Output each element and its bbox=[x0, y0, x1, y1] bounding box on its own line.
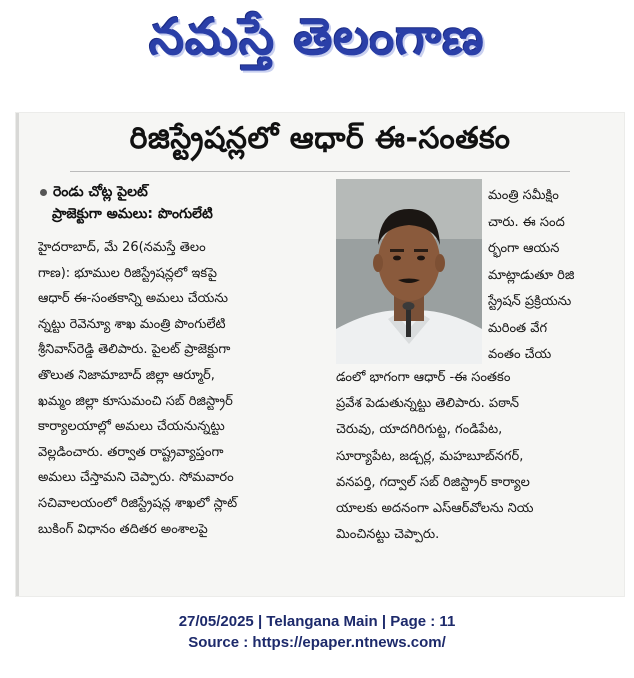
body-line: స్ట్రేషన్ ప్రక్రియను bbox=[488, 294, 572, 309]
body-line: తొలుత నిజామాబాద్ జిల్లా ఆర్మూర్, bbox=[38, 367, 215, 383]
body-line: వనపర్తి, గద్వాల్ సబ్ రిజిస్ట్రార్ కార్యాల bbox=[336, 474, 530, 490]
article-column-right-bottom bbox=[336, 365, 618, 548]
body-line: న్నట్టు రెవెన్యూ శాఖ మంత్రి పొంగులేటి bbox=[38, 316, 226, 332]
minister-portrait-image bbox=[336, 179, 482, 364]
article-column-right-top bbox=[488, 183, 616, 369]
newspaper-logo: నమస్తే తెలంగాణ bbox=[149, 8, 485, 66]
subhead-line-1: రెండు చోట్ల పైలట్ bbox=[53, 184, 148, 200]
body-line: మించినట్టు చెప్పారు. bbox=[336, 527, 440, 543]
clip-edge bbox=[16, 113, 19, 596]
body-line: మంత్రి సమీక్షిం bbox=[488, 188, 559, 203]
body-line: సచివాలయంలో రిజిస్ట్రేషన్ల శాఖలో స్లాట్ bbox=[38, 495, 238, 511]
masthead bbox=[0, 0, 634, 96]
headline-divider bbox=[70, 171, 570, 172]
body-line: మరింత వేగ bbox=[488, 320, 548, 336]
body-line: బుకింగ్ విధానం తదితర అంశాలపై bbox=[38, 521, 208, 537]
body-line: వెల్లడించారు. తర్వాత రాష్ట్రవ్యాప్తంగా bbox=[38, 444, 224, 460]
portrait-photo-icon bbox=[336, 179, 482, 364]
body-line: సూర్యాపేట, జడ్చర్ల, మహబూబ్‌నగర్, bbox=[336, 448, 524, 464]
body-line: వంతం చేయ bbox=[488, 347, 552, 362]
body-line: యాలకు అదనంగా ఎస్‌ఆర్‌వోలను నియ bbox=[336, 501, 534, 517]
body-line: శ్రీనివాస్‌రెడ్డి తెలిపారు. పైలట్ ప్రాజెక్టుగా bbox=[38, 342, 231, 358]
body-line: గాణ): భూముల రిజిస్ట్రేషన్లలో ఇకపై bbox=[38, 265, 217, 281]
article-headline: రిజిస్ట్రేషన్లలో ఆధార్ ఈ-సంతకం bbox=[129, 121, 511, 156]
body-line: కార్యాలయాల్లో అమలు చేయనున్నట్టు bbox=[38, 419, 225, 435]
body-line: ర్భంగా ఆయన bbox=[488, 241, 560, 256]
article-column-left bbox=[38, 235, 338, 542]
body-line: డంలో భాగంగా ఆధార్ -ఈ సంతకం bbox=[336, 370, 511, 385]
subhead-line-2: ప్రాజెక్టుగా అమలు: పొంగులేటి bbox=[52, 206, 213, 222]
article-subheadline bbox=[40, 181, 330, 225]
body-line: ప్రవేశ పెడుతున్నట్టు తెలిపారు. పఠాన్ bbox=[336, 396, 519, 412]
body-line: ఖమ్మం జిల్లా కూసుమంచి సబ్ రిజిస్ట్రార్ bbox=[38, 393, 233, 409]
body-line: మాట్లాడుతూ రిజి bbox=[488, 267, 575, 283]
body-line: హైదరాబాద్, మే 26(నమస్తే తెలం bbox=[38, 240, 206, 255]
publication-info: 27/05/2025 | Telangana Main | Page : 11 bbox=[178, 613, 456, 630]
body-line: అమలు చేస్తామని చెప్పారు. సోమవారం bbox=[38, 470, 234, 486]
body-line: ఆధార్ ఈ-సంతకాన్ని అమలు చేయను bbox=[38, 291, 228, 307]
news-clipping bbox=[16, 113, 624, 596]
clipping-footer bbox=[0, 611, 634, 653]
body-line: చెరువు, యాదగిరిగుట్ట, గండిపేట, bbox=[336, 422, 503, 438]
bullet-icon bbox=[40, 189, 47, 196]
source-link[interactable]: Source : https://epaper.ntnews.com/ bbox=[188, 634, 446, 651]
body-line: చారు. ఈ సంద bbox=[488, 214, 565, 230]
